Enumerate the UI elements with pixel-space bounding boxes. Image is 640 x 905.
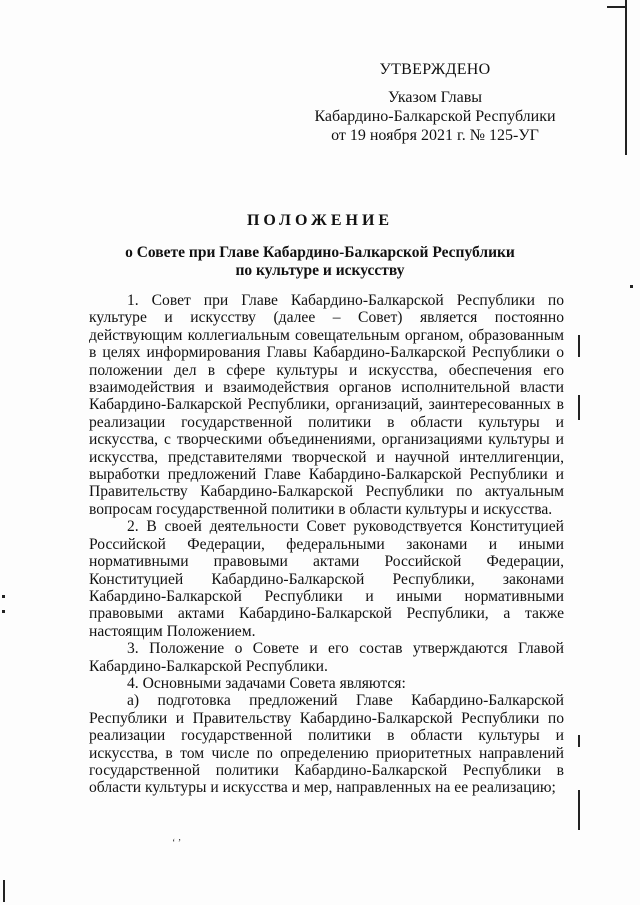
scan-edge-line-left-lower [3,880,5,902]
scan-speck: ‘ ’ [172,838,182,849]
scan-edge-line-right-lower [578,790,580,830]
approval-line-republic: Кабардино-Балкарской Республики [314,108,556,125]
paragraph-3: 3. Положение о Совете и его состав утверждаются Главой Кабардино-Балкарской Республики. [89,640,564,675]
scan-edge-line-right-middle-3 [578,735,580,747]
scan-edge-line-right-upper [625,0,627,155]
paragraph-4a: а) подготовка предложений Главе Кабардино-Балкарской Республики и Правительству Кабардино-Балкарской Республики по реализации государственной политики в области культуры и искусства, в том числе по определению приоритетных направлений государственной политики Кабардино-Балкарской Республики в области культуры и искусства и мер, направленных на ее реализацию; [89,692,564,797]
document-subtitle [100,244,540,280]
scan-edge-line-right-middle [578,335,580,357]
paragraph-1: 1. Совет при Главе Кабардино-Балкарской Республики по культуре и искусству (далее – Совет) является постоянно действующим коллегиальным совещательным органом, образованным в целях информирования Главы Кабардино-Балкарской Республики о положении дел в сфере культуры и искусства, обеспечения его взаимодействия и взаимодействия органов исполнительной власти Кабардино-Балкарской Республики, организаций, заинтересованных в реализации государственной политики в области культуры и искусства, с творческими объединениями, организациями культуры и искусства, представителями творческой и научной интеллигенции, выработки предложений Главе Кабардино-Балкарской Республики и Правительству Кабардино-Балкарской Республики по актуальным вопросам государственной политики в области культуры и искусства. [89,292,564,518]
approval-block [300,60,570,145]
document-subtitle-line-2: по культуре и искусству [235,262,405,279]
scan-edge-mark-right-2 [630,285,633,288]
document-title: ПОЛОЖЕНИЕ [246,212,394,229]
scan-edge-mark-left-2 [2,610,5,613]
document-subtitle-line-1: о Совете при Главе Кабардино-Балкарской Республики [125,244,515,261]
paragraph-4: 4. Основными задачами Совета являются: [127,674,406,692]
scan-edge-mark-left [2,595,5,598]
document-body [89,292,564,797]
paragraph-2: 2. В своей деятельности Совет руководствуется Конституцией Российской Федерации, федеральными законами и иными нормативными правовыми актами Российской Федерации, Конституцией Кабардино-Балкарской Республики, законами Кабардино-Балкарской Республики и иными нормативными правовыми актами Кабардино-Балкарской Республики, а также настоящим Положением. [89,518,564,640]
approval-stamp-text: УТВЕРЖДЕНО [379,61,491,78]
scan-edge-mark-top-right [607,6,627,8]
approval-line-date: от 19 ноября 2021 г. № 125-УГ [331,127,539,144]
scan-edge-line-right-middle-2 [578,395,580,420]
approval-line-decree: Указом Главы [387,89,483,106]
